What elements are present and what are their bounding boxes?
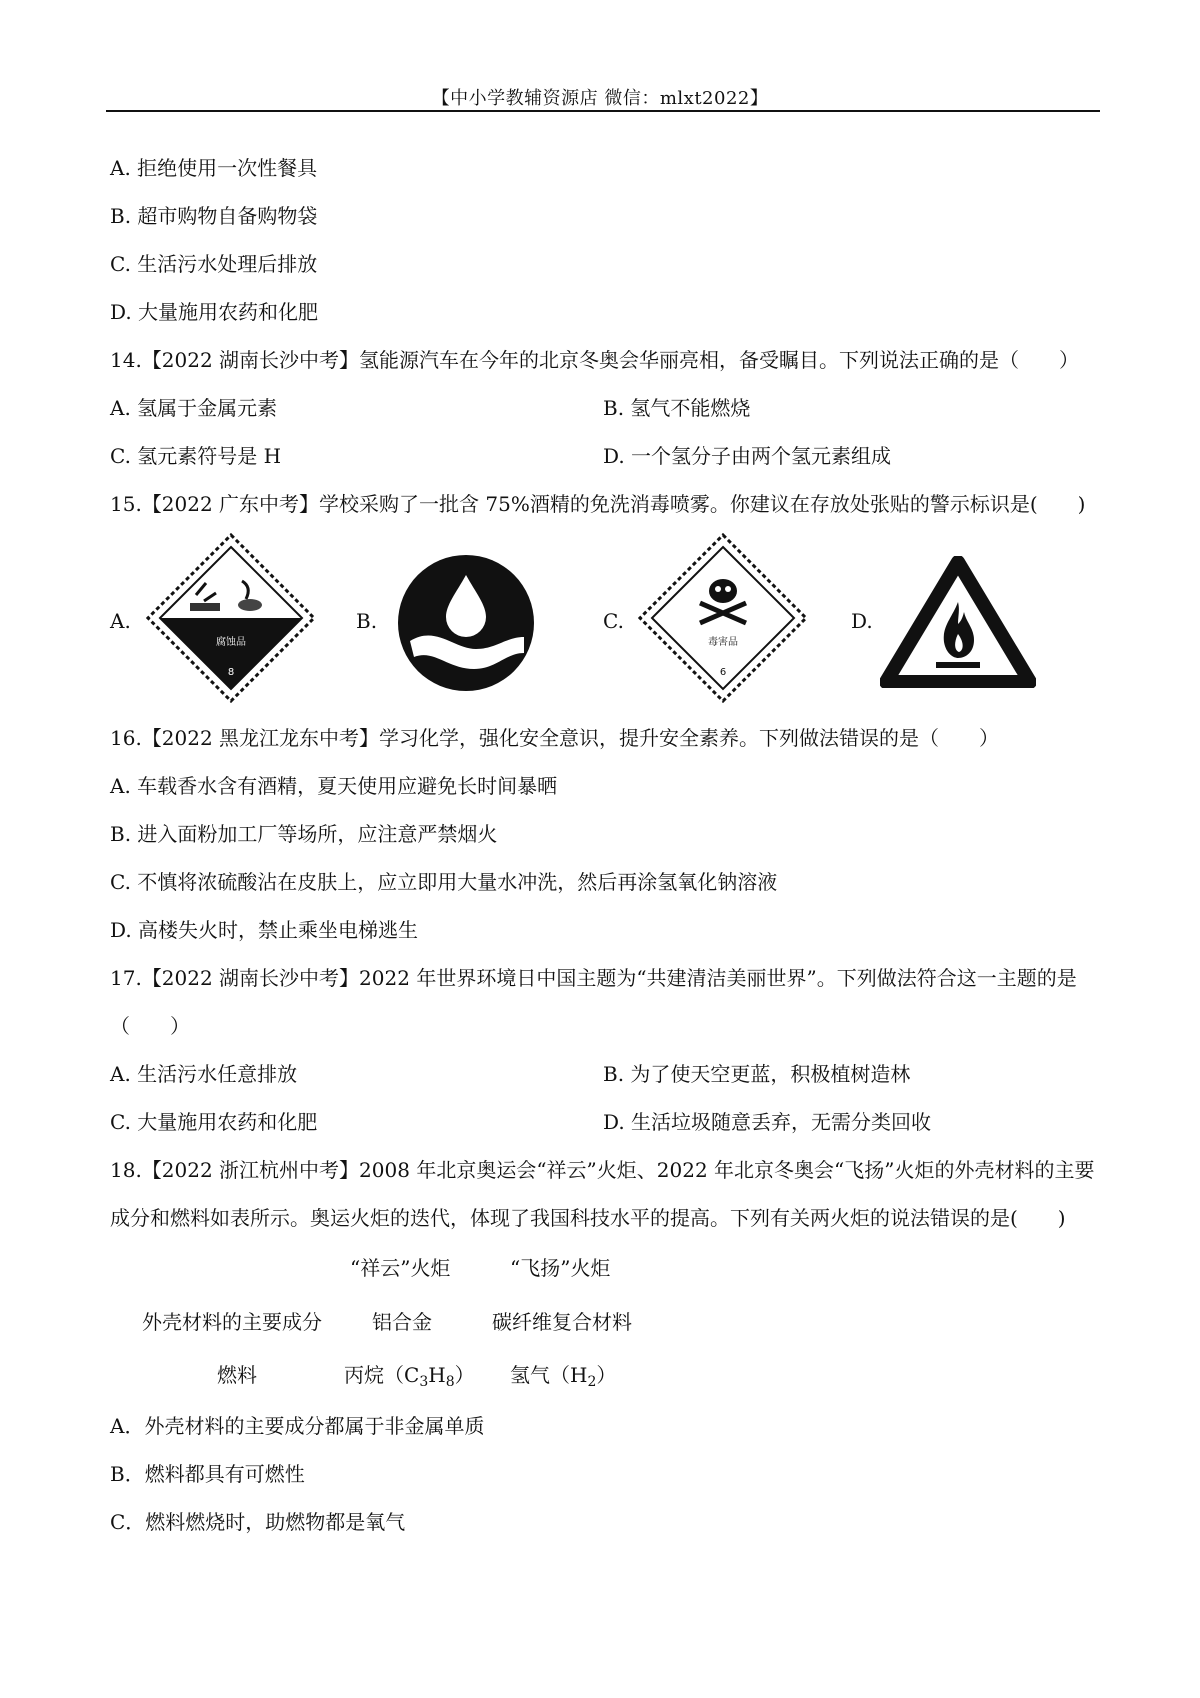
q18-option-b: B．燃料都具有可燃性 xyxy=(110,1462,305,1486)
q15-label-b: B. xyxy=(356,609,378,633)
q13-option-a: A. 拒绝使用一次性餐具 xyxy=(110,156,318,180)
toxic-sign-icon xyxy=(638,533,808,703)
table-row2-label: 燃料 xyxy=(217,1363,257,1387)
flammable-sign-icon xyxy=(880,556,1036,688)
water-saving-sign-icon xyxy=(396,553,536,693)
q18-option-a: A．外壳材料的主要成分都属于非金属单质 xyxy=(110,1414,485,1438)
q17-option-d: D. 生活垃圾随意丢弃，无需分类回收 xyxy=(603,1110,932,1134)
q16-stem: 16.【2022 黑龙江龙东中考】学习化学，强化安全意识，提升安全素养。下列做法错误的是（ ） xyxy=(110,726,1000,750)
q15-label-d: D. xyxy=(851,609,873,633)
q14-stem: 14.【2022 湖南长沙中考】氢能源汽车在今年的北京冬奥会华丽亮相，备受瞩目。下列说法正确的是（ ） xyxy=(110,348,1080,372)
q13-option-d: D. 大量施用农药和化肥 xyxy=(110,300,319,324)
q15-label-a: A. xyxy=(110,609,131,633)
q16-option-d: D. 高楼失火时，禁止乘坐电梯逃生 xyxy=(110,918,419,942)
q18-stem-line2: 成分和燃料如表所示。奥运火炬的迭代，体现了我国科技水平的提高。下列有关两火炬的说法错误的是( ) xyxy=(110,1206,1066,1230)
q16-option-b: B. 进入面粉加工厂等场所，应注意严禁烟火 xyxy=(110,822,498,846)
q17-stem: 17.【2022 湖南长沙中考】2022 年世界环境日中国主题为“共建清洁美丽世界”。下列做法符合这一主题的是 xyxy=(110,966,1077,990)
q14-option-c: C. 氢元素符号是 H xyxy=(110,444,282,468)
q17-option-c: C. 大量施用农药和化肥 xyxy=(110,1110,318,1134)
q17-option-b: B. 为了使天空更蓝，积极植树造林 xyxy=(603,1062,911,1086)
q16-option-a: A. 车载香水含有酒精，夏天使用应避免长时间暴晒 xyxy=(110,774,558,798)
table-row2-c2: 氢气$(H_2)$ xyxy=(510,1363,617,1390)
header-rule xyxy=(106,110,1100,112)
q15-stem: 15.【2022 广东中考】学校采购了一批含 75%酒精的免洗消毒喷雾。你建议在存放处张贴的警示标识是( ) xyxy=(110,492,1086,516)
toxic-text: 毒害品 xyxy=(708,637,738,648)
table-col2-header: “飞扬”火炬 xyxy=(510,1256,611,1280)
page-header: 【中小学教辅资源店 微信：mlxt2022】 xyxy=(431,88,769,109)
q16-option-c: C. 不慎将浓硫酸沾在皮肤上，应立即用大量水冲洗，然后再涂氢氧化钠溶液 xyxy=(110,870,778,894)
table-col1-header: “祥云”火炬 xyxy=(350,1256,451,1280)
table-row1-c2: 碳纤维复合材料 xyxy=(492,1310,632,1334)
table-row1-c1: 铝合金 xyxy=(372,1310,432,1334)
corrosive-text: 腐蚀品 xyxy=(216,637,246,648)
q14-option-a: A. 氢属于金属元素 xyxy=(110,396,278,420)
q15-label-c: C. xyxy=(603,609,624,633)
q14-option-b: B. 氢气不能燃烧 xyxy=(603,396,751,420)
q17-option-a: A. 生活污水任意排放 xyxy=(110,1062,298,1086)
corrosive-num: 8 xyxy=(227,667,235,678)
q18-stem-line1: 18.【2022 浙江杭州中考】2008 年北京奥运会“祥云”火炬、2022 年北京冬奥会“飞扬”火炬的外壳材料的主要 xyxy=(110,1158,1095,1182)
q18-option-c: C．燃料燃烧时，助燃物都是氧气 xyxy=(110,1510,406,1534)
toxic-num: 6 xyxy=(719,667,727,678)
table-row2-c1: 丙烷$(C_3H_8)$ xyxy=(344,1363,475,1390)
corrosive-sign-icon xyxy=(146,533,316,703)
table-row1-label: 外壳材料的主要成分 xyxy=(142,1310,322,1334)
q14-option-d: D. 一个氢分子由两个氢元素组成 xyxy=(603,444,892,468)
q17-stem-cont: （ ） xyxy=(110,1014,190,1038)
q13-option-b: B. 超市购物自备购物袋 xyxy=(110,204,318,228)
q13-option-c: C. 生活污水处理后排放 xyxy=(110,252,318,276)
